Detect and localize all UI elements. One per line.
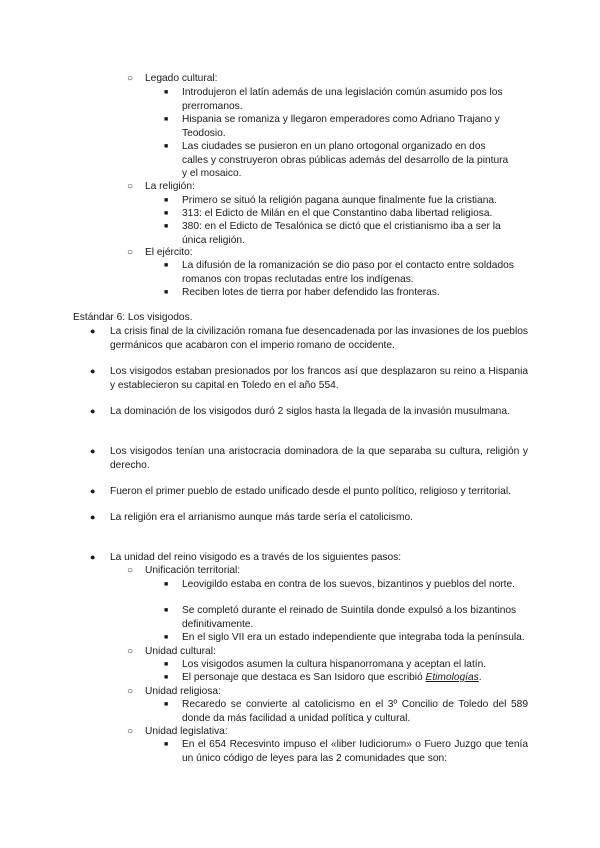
square-bullet-icon: ■ [164, 701, 169, 708]
list-item: ■ 313: el Edicto de Milán en el que Constantino daba libertad religiosa. [164, 208, 493, 219]
list-item [127, 180, 507, 194]
section-heading: Estándar 6: Los visigodos. [73, 312, 193, 323]
square-bullet-icon: ■ [164, 581, 169, 588]
list-item: ■ Recaredo se convierte al catolicismo en el 3º Concilio de Toledo del 589 donde da más facilidad a unidad política y cultural. [164, 699, 528, 724]
list-item: ■ En el siglo VII era un estado independiente que integraba toda la península. [164, 632, 525, 643]
list-item: ■ Leovigildo estaba en contra de los suevos, bizantinos y pueblos del norte. [164, 579, 516, 590]
square-bullet-icon: ■ [164, 674, 169, 681]
bullet-icon: ● [90, 446, 96, 456]
square-bullet-icon: ■ [164, 741, 169, 748]
list-item [127, 685, 507, 699]
square-bullet-icon: ■ [164, 262, 169, 269]
list-item: ■ Primero se situó la religión pagana aunque finalmente fue la cristiana. [164, 195, 497, 206]
circle-bullet-icon: ○ [127, 565, 134, 576]
square-bullet-icon: ■ [164, 289, 169, 296]
square-bullet-icon: ■ [164, 197, 169, 204]
list-item: ■ Los visigodos asumen la cultura hispanorromana y aceptan el latín. [164, 659, 487, 670]
list-item: ● Los visigodos tenían una aristocracia dominadora de la que separaba su cultura, religión y derecho. [90, 446, 528, 471]
square-bullet-icon: ■ [164, 210, 169, 217]
group-label: Legado cultural: [145, 73, 218, 84]
square-bullet-icon: ■ [164, 634, 169, 641]
list-item: ● La religión era el arrianismo aunque más tarde sería el catolicismo. [90, 512, 413, 523]
square-bullet-icon: ■ [164, 143, 169, 150]
list-item: ● La crisis final de la civilización romana fue desencadenada por las invasiones de los pueblos germánicos que acabaron con el imperio romano de occidente. [90, 326, 528, 351]
book-title-link: Etimologías [425, 672, 479, 683]
list-item: ■ En el 654 Recesvinto impuso el «liber Iudiciorum» o Fuero Juzgo que tenía un único código de leyes para las 2 comunidades que son: [164, 739, 528, 764]
list-item: ■ La difusión de la romanización se dio paso por el contacto entre soldados romanos con tropas reclutadas entre los indígenas. [164, 260, 514, 285]
circle-bullet-icon: ○ [127, 247, 134, 258]
list-item: ■ Reciben lotes de tierra por haber defendido las fronteras. [164, 287, 440, 298]
list-item: ● La dominación de los visigodos duró 2 siglos hasta la llegada de la invasión musulmana. [90, 406, 510, 417]
group-label: Unidad cultural: [145, 646, 216, 657]
list-item: ■ Hispania se romaniza y llegaron emperadores como Adriano Trajano y Teodosio. [164, 114, 500, 139]
list-item: ● Los visigodos estaban presionados por los francos así que desplazaron su reino a Hispania y establecieron su capital en Toledo en el año 554. [90, 366, 528, 391]
list-item: ■ Introdujeron el latín además de una legislación común asumido pos los prerromanos. [164, 87, 503, 112]
group-label: Unificación territorial: [145, 565, 241, 576]
bullet-icon: ● [90, 512, 96, 522]
list-item: ● Fueron el primer pueblo de estado unificado desde el punto político, religioso y territorial. [90, 486, 511, 497]
square-bullet-icon: ■ [164, 116, 169, 123]
bullet-icon: ● [90, 326, 96, 336]
list-item [127, 246, 507, 260]
list-item: ■ Se completó durante el reinado de Suintila donde expulsó a los bizantinos definitivamente. [164, 605, 517, 630]
square-bullet-icon: ■ [164, 223, 169, 230]
group-label: Unidad religiosa: [145, 686, 221, 697]
square-bullet-icon: ■ [164, 89, 169, 96]
list-item [127, 725, 507, 739]
group-label: El ejército: [145, 247, 193, 258]
list-item: ■ El personaje que destaca es San Isidoro que escribió Etimologías. [164, 672, 482, 683]
circle-bullet-icon: ○ [127, 726, 134, 737]
bullet-icon: ● [90, 552, 96, 562]
list-item [127, 72, 507, 86]
circle-bullet-icon: ○ [127, 181, 134, 192]
group-label: La religión: [145, 181, 195, 192]
bullet-icon: ● [90, 406, 96, 416]
circle-bullet-icon: ○ [127, 686, 134, 697]
group-label: Unidad legislativa: [145, 726, 228, 737]
bullet-icon: ● [90, 486, 96, 496]
square-bullet-icon: ■ [164, 607, 169, 614]
circle-bullet-icon: ○ [127, 646, 134, 657]
list-item: ■ 380: en el Edicto de Tesalónica se dictó que el cristianismo iba a ser la única religión. [164, 221, 501, 246]
list-item: ● La unidad del reino visigodo es a través de los siguientes pasos: [90, 552, 402, 563]
square-bullet-icon: ■ [164, 661, 169, 668]
list-item [127, 645, 507, 659]
circle-bullet-icon: ○ [127, 73, 134, 84]
list-item [127, 564, 507, 578]
list-item: ■ Las ciudades se pusieron en un plano ortogonal organizado en dos calles y construyeron obras públicas además del desarrollo de la pintura y el mosaico. [164, 141, 509, 180]
bullet-icon: ● [90, 366, 96, 376]
